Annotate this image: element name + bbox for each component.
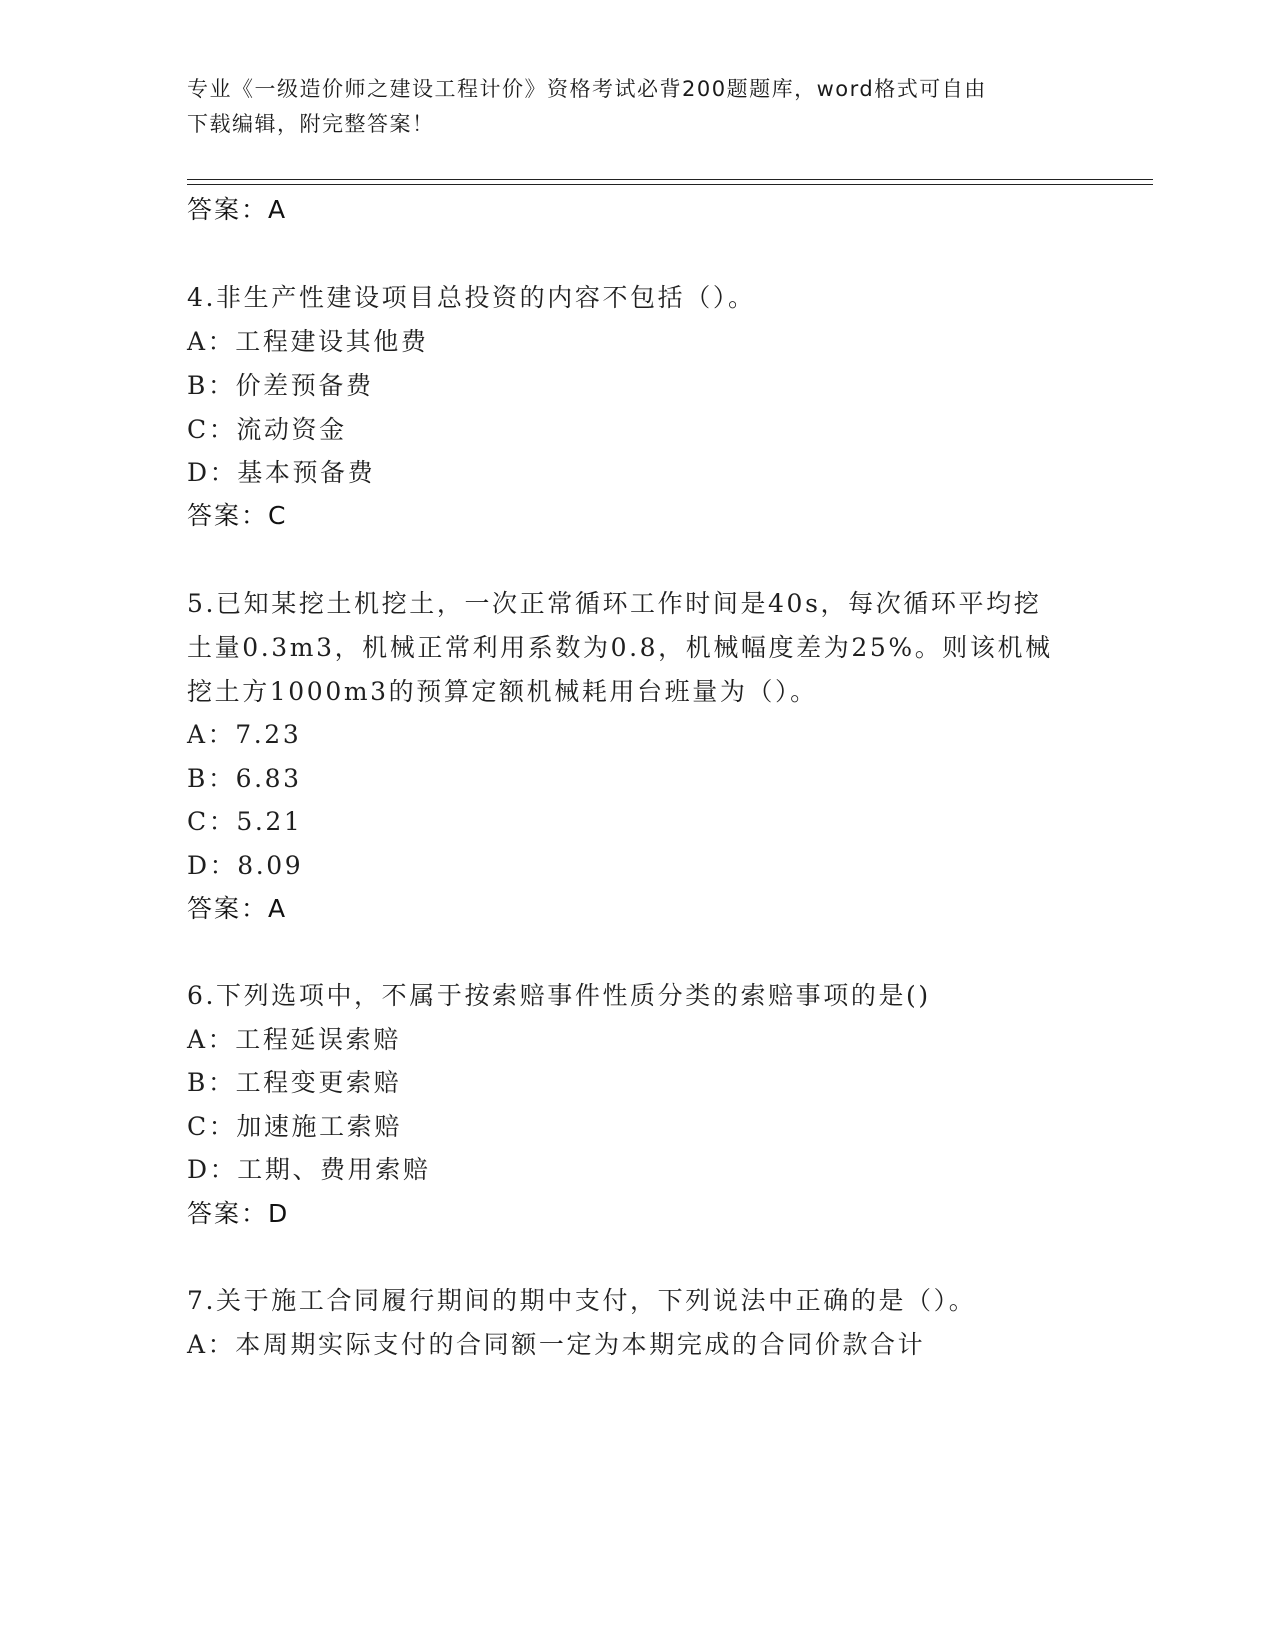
q4-option-d: D：基本预备费 <box>187 458 376 487</box>
header-rule-bottom <box>187 184 1153 185</box>
q6-option-a: A：工程延误索赔 <box>187 1025 401 1054</box>
q7-stem: 7.关于施工合同履行期间的期中支付，下列说法中正确的是（）。 <box>187 1286 977 1315</box>
header-line-2: 下载编辑，附完整答案！ <box>187 112 435 136</box>
q5-stem-line-3: 挖土方1000m3的预算定额机械耗用台班量为（）。 <box>187 677 818 706</box>
previous-answer: 答案：A <box>187 195 288 224</box>
q5-answer: 答案：A <box>187 894 288 923</box>
q4-option-c: C：流动资金 <box>187 415 347 444</box>
q6-option-b: B：工程变更索赔 <box>187 1068 402 1097</box>
q4-answer: 答案：C <box>187 501 288 530</box>
q6-answer: 答案：D <box>187 1199 290 1228</box>
q5-option-c: C：5.21 <box>187 807 303 836</box>
q4-stem: 4.非生产性建设项目总投资的内容不包括（）。 <box>187 283 756 312</box>
q5-option-a: A：7.23 <box>187 720 302 749</box>
q4-option-a: A：工程建设其他费 <box>187 327 429 356</box>
q5-stem-line-2: 土量0.3m3，机械正常利用系数为0.8，机械幅度差为25%。则该机械 <box>187 633 1053 662</box>
q5-stem-line-1: 5.已知某挖土机挖土，一次正常循环工作时间是40s，每次循环平均挖 <box>187 589 1042 618</box>
q6-option-d: D：工期、费用索赔 <box>187 1155 431 1184</box>
q5-option-d: D：8.09 <box>187 851 304 880</box>
q5-option-b: B：6.83 <box>187 764 302 793</box>
q6-stem: 6.下列选项中，不属于按索赔事件性质分类的索赔事项的是() <box>187 981 931 1010</box>
header-rule-top <box>187 179 1153 180</box>
header-line-1: 专业《一级造价师之建设工程计价》资格考试必背200题题库，word格式可自由 <box>187 77 987 101</box>
q7-option-a: A：本周期实际支付的合同额一定为本期完成的合同价款合计 <box>187 1330 926 1359</box>
document-header <box>187 72 1067 142</box>
q6-option-c: C：加速施工索赔 <box>187 1112 402 1141</box>
q4-option-b: B：价差预备费 <box>187 371 374 400</box>
